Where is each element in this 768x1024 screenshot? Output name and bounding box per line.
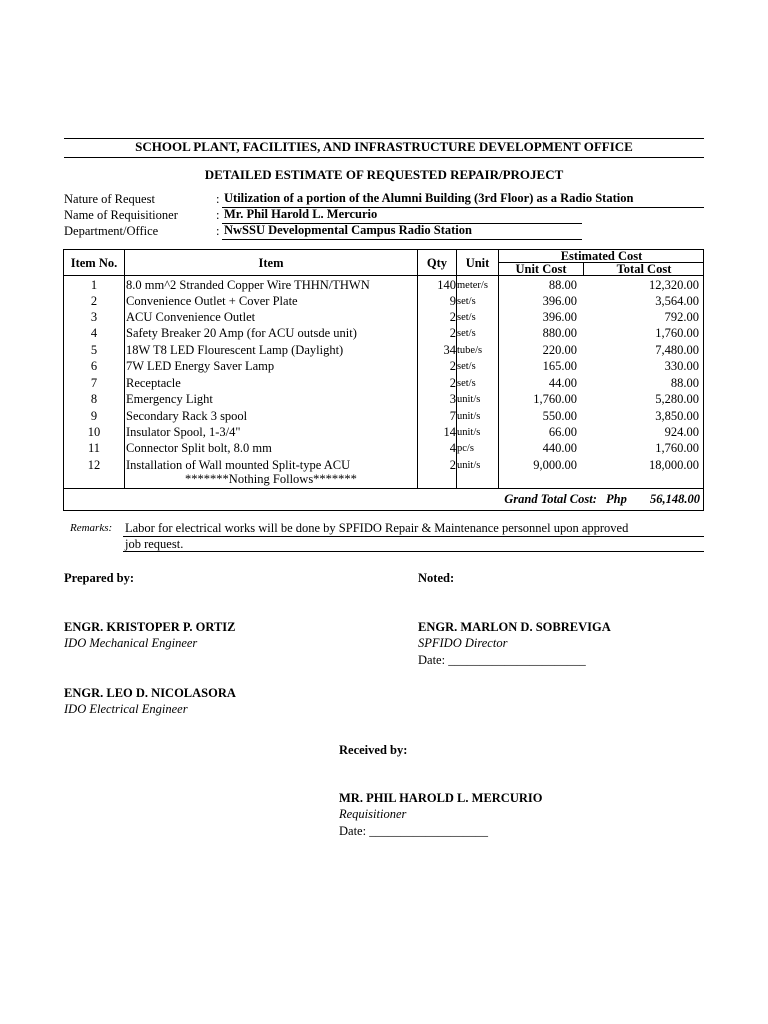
row-total-cost: 3,564.00	[655, 294, 699, 308]
row-qty: 2	[449, 376, 456, 390]
row-qty: 140	[437, 278, 456, 292]
row-total-cost: 88.00	[670, 376, 699, 390]
received-title: Requisitioner	[339, 807, 407, 821]
row-item: Emergency Light	[126, 392, 213, 406]
row-total-cost: 12,320.00	[649, 278, 699, 292]
row-unit: pc/s	[457, 443, 474, 454]
row-total-cost: 792.00	[664, 310, 699, 324]
requisitioner-label: Name of Requisitioner	[64, 208, 178, 222]
row-unit: set/s	[457, 328, 476, 339]
header-unit: Unit	[465, 256, 490, 270]
row-unit-cost: 880.00	[542, 326, 577, 340]
col-divider-unit	[498, 249, 499, 488]
body-bottom-rule	[63, 488, 704, 489]
row-item-no: 3	[90, 310, 98, 324]
row-item: Receptacle	[126, 376, 181, 390]
row-total-cost: 924.00	[664, 425, 699, 439]
row-unit: unit/s	[457, 411, 481, 422]
row-unit: set/s	[457, 361, 476, 372]
requisitioner-value: Mr. Phil Harold L. Mercurio	[224, 207, 378, 221]
document-title: DETAILED ESTIMATE OF REQUESTED REPAIR/PROJECT	[204, 167, 564, 182]
row-item-no: 7	[90, 376, 98, 390]
remarks-underline-1	[123, 536, 704, 537]
row-item: Convenience Outlet + Cover Plate	[126, 294, 298, 308]
row-unit: unit/s	[457, 394, 481, 405]
row-item: Safety Breaker 20 Amp (for ACU outsde unit)	[126, 326, 357, 340]
row-item: 7W LED Energy Saver Lamp	[126, 359, 275, 373]
header-item: Item	[258, 256, 284, 270]
row-unit-cost: 396.00	[542, 310, 577, 324]
row-unit: unit/s	[457, 427, 481, 438]
row-unit-cost: 396.00	[542, 294, 577, 308]
row-qty: 7	[449, 409, 456, 423]
remarks-line-2: job request.	[125, 536, 184, 551]
row-total-cost: 5,280.00	[655, 392, 699, 406]
nothing-follows: *******Nothing Follows*******	[185, 472, 357, 486]
grand-total-currency: Php	[606, 492, 627, 506]
row-qty: 4	[449, 441, 456, 455]
prepared-by-label: Prepared by:	[64, 571, 135, 585]
row-unit-cost: 220.00	[542, 343, 577, 357]
row-total-cost: 7,480.00	[655, 343, 699, 357]
department-value: NwSSU Developmental Campus Radio Station	[224, 223, 472, 237]
row-qty: 2	[449, 458, 456, 472]
row-item-no: 2	[90, 294, 98, 308]
row-item: 18W T8 LED Flourescent Lamp (Daylight)	[126, 343, 344, 357]
row-total-cost: 1,760.00	[655, 326, 699, 340]
prepared-1-name: ENGR. KRISTOPER P. ORTIZ	[64, 620, 236, 634]
row-total-cost: 18,000.00	[649, 458, 699, 472]
row-unit-cost: 1,760.00	[533, 392, 577, 406]
grand-total-label: Grand Total Cost:	[504, 492, 597, 506]
row-item-no: 1	[90, 278, 98, 292]
office-rule	[64, 157, 704, 158]
received-by-label: Received by:	[339, 743, 408, 757]
header-qty: Qty	[426, 256, 448, 270]
col-divider-item-no	[124, 249, 125, 488]
row-total-cost: 3,850.00	[655, 409, 699, 423]
row-item: 8.0 mm^2 Stranded Copper Wire THHN/THWN	[126, 278, 370, 292]
noted-label: Noted:	[418, 571, 455, 585]
row-unit: meter/s	[457, 280, 488, 291]
nature-value: Utilization of a portion of the Alumni Building (3rd Floor) as a Radio Station	[224, 191, 634, 205]
row-qty: 3	[449, 392, 456, 406]
row-unit: set/s	[457, 378, 476, 389]
department-colon: :	[216, 224, 220, 238]
requisitioner-colon: :	[216, 208, 220, 222]
received-date: Date: ___________________	[339, 824, 488, 838]
remarks-underline-2	[123, 551, 704, 552]
received-name: MR. PHIL HAROLD L. MERCURIO	[339, 791, 543, 805]
row-item-no: 10	[87, 425, 101, 439]
row-qty: 2	[449, 359, 456, 373]
row-unit-cost: 88.00	[548, 278, 577, 292]
row-qty: 2	[449, 326, 456, 340]
grand-total	[504, 492, 700, 507]
row-unit-cost: 9,000.00	[533, 458, 577, 472]
row-item-no: 5	[90, 343, 98, 357]
row-item: Installation of Wall mounted Split-type ACU	[126, 458, 351, 472]
department-label: Department/Office	[64, 224, 159, 238]
prepared-2-name: ENGR. LEO D. NICOLASORA	[64, 686, 236, 700]
noted-title: SPFIDO Director	[418, 636, 508, 650]
row-qty: 9	[449, 294, 456, 308]
remarks-line-1: Labor for electrical works will be done by SPFIDO Repair & Maintenance personnel upon approved	[125, 521, 629, 535]
row-item-no: 4	[90, 326, 98, 340]
row-item: Insulator Spool, 1-3/4"	[126, 425, 241, 439]
row-unit: tube/s	[457, 345, 483, 356]
department-underline	[222, 239, 582, 240]
row-unit: set/s	[457, 312, 476, 323]
header-item-no: Item No.	[70, 256, 118, 270]
row-total-cost: 330.00	[664, 359, 699, 373]
row-unit: unit/s	[457, 460, 481, 471]
row-item: ACU Convenience Outlet	[126, 310, 256, 324]
row-item-no: 8	[90, 392, 98, 406]
row-qty: 34	[443, 343, 456, 357]
prepared-2-title: IDO Electrical Engineer	[64, 702, 188, 716]
row-item-no: 12	[87, 458, 101, 472]
remarks-label: Remarks:	[70, 522, 113, 534]
row-item-no: 9	[90, 409, 98, 423]
row-unit-cost: 440.00	[542, 441, 577, 455]
office-name: SCHOOL PLANT, FACILITIES, AND INFRASTRUCTURE DEVELOPMENT OFFICE	[135, 139, 633, 154]
row-qty: 14	[443, 425, 456, 439]
prepared-1-title: IDO Mechanical Engineer	[64, 636, 198, 650]
header-estimated-cost: Estimated Cost	[560, 249, 643, 263]
row-total-cost: 1,760.00	[655, 441, 699, 455]
row-unit-cost: 66.00	[548, 425, 577, 439]
grand-total-value: 56,148.00	[650, 492, 700, 506]
row-item-no: 6	[90, 359, 98, 373]
row-unit: set/s	[457, 296, 476, 307]
noted-name: ENGR. MARLON D. SOBREVIGA	[418, 620, 611, 634]
row-unit-cost: 165.00	[542, 359, 577, 373]
row-item: Secondary Rack 3 spool	[126, 409, 248, 423]
row-unit-cost: 44.00	[548, 376, 577, 390]
noted-date: Date: ______________________	[418, 653, 586, 667]
row-unit-cost: 550.00	[542, 409, 577, 423]
nature-colon: :	[216, 192, 220, 206]
row-qty: 2	[449, 310, 456, 324]
header-unit-cost: Unit Cost	[515, 262, 567, 276]
row-item: Connector Split bolt, 8.0 mm	[126, 441, 272, 455]
row-item-no: 11	[87, 441, 101, 455]
header-total-cost: Total Cost	[616, 262, 672, 276]
nature-label: Nature of Request	[64, 192, 155, 206]
